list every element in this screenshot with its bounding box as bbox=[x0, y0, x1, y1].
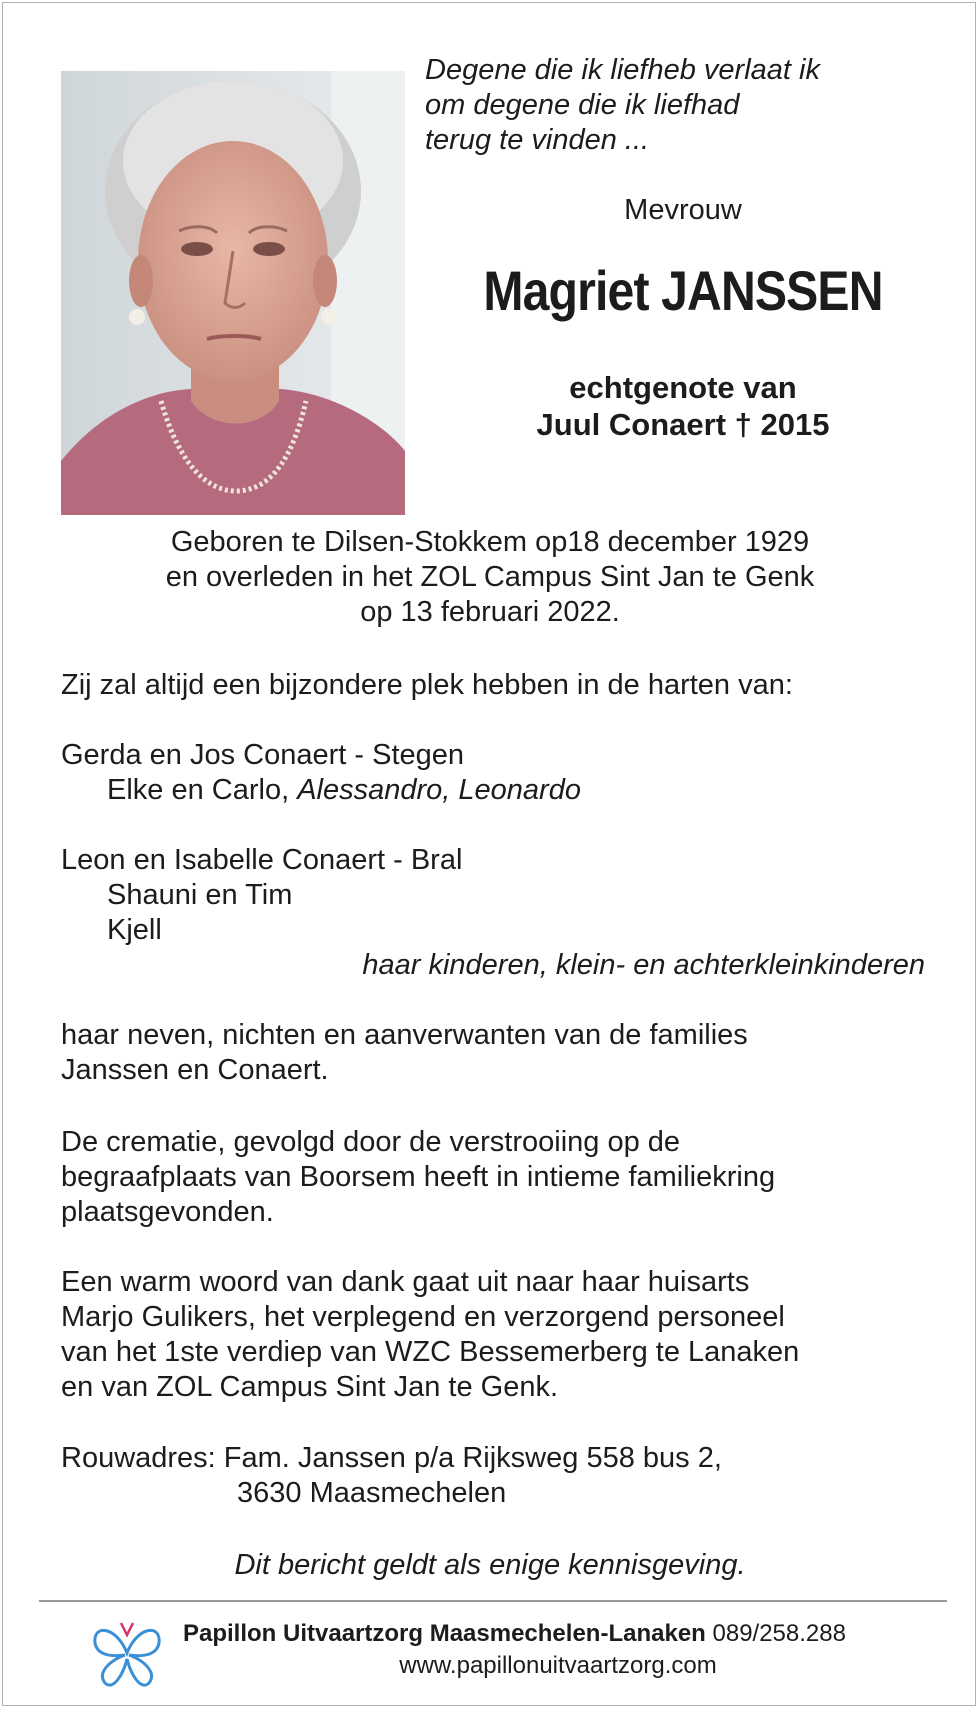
grandchildren-names: Alessandro, Leonardo bbox=[297, 774, 581, 806]
cremation-line: plaatsgevonden. bbox=[61, 1196, 274, 1228]
thanks-line: van het 1ste verdiep van WZC Bessemerberg te Lanaken bbox=[61, 1336, 800, 1368]
thanks-line: en van ZOL Campus Sint Jan te Genk. bbox=[61, 1371, 559, 1403]
quote-line: terug te vinden ... bbox=[425, 124, 650, 156]
children-names: Elke en Carlo, bbox=[107, 774, 290, 806]
family-summary: haar kinderen, klein- en achterkleinkinderen bbox=[362, 949, 925, 981]
spouse-name: Juul Conaert † 2015 bbox=[536, 407, 830, 442]
birth-line: Geboren te Dilsen-Stokkem op18 december 1929 bbox=[170, 526, 810, 558]
death-line: en overleden in het ZOL Campus Sint Jan te Genk bbox=[165, 561, 815, 593]
butterfly-logo-icon bbox=[87, 1613, 167, 1693]
family-parents: Gerda en Jos Conaert - Stegen bbox=[61, 739, 465, 771]
intro-text: Zij zal altijd een bijzondere plek hebben in de harten van: bbox=[61, 669, 793, 701]
portrait-photo bbox=[61, 71, 405, 515]
quote-line: om degene die ik liefhad bbox=[425, 89, 740, 121]
company-line bbox=[183, 1619, 846, 1649]
thanks-line: Marjo Gulikers, het verplegend en verzorgend personeel bbox=[61, 1301, 785, 1333]
company-website[interactable]: www.papillonuitvaartzorg.com bbox=[399, 1652, 717, 1679]
notice-text: Dit bericht geldt als enige kennisgeving. bbox=[234, 1549, 746, 1581]
address-city: 3630 Maasmechelen bbox=[237, 1477, 507, 1509]
family-parents: Leon en Isabelle Conaert - Bral bbox=[61, 844, 463, 876]
death-date: op 13 februari 2022. bbox=[360, 596, 620, 628]
spouse-line: echtgenote van bbox=[569, 370, 797, 405]
relatives-line: haar neven, nichten en aanverwanten van de families bbox=[61, 1019, 748, 1051]
address-line: Rouwadres: Fam. Janssen p/a Rijksweg 558 bus 2, bbox=[61, 1442, 722, 1474]
family-children bbox=[107, 773, 581, 807]
cremation-line: begraafplaats van Boorsem heeft in intieme familiekring bbox=[61, 1161, 776, 1193]
deceased-name: Magriet JANSSEN bbox=[483, 259, 883, 322]
family-children: Shauni en Tim bbox=[107, 879, 293, 911]
company-phone: 089/258.288 bbox=[712, 1620, 846, 1647]
company-name: Papillon Uitvaartzorg Maasmechelen-Lanaken bbox=[183, 1620, 706, 1647]
portrait-illustration bbox=[61, 71, 405, 515]
cremation-line: De crematie, gevolgd door de verstrooiing op de bbox=[61, 1126, 681, 1158]
relatives-line: Janssen en Conaert. bbox=[61, 1054, 329, 1086]
honorific: Mevrouw bbox=[624, 194, 742, 226]
quote-line: Degene die ik liefheb verlaat ik bbox=[425, 54, 820, 86]
footer-divider bbox=[39, 1600, 947, 1602]
thanks-line: Een warm woord van dank gaat uit naar haar huisarts bbox=[61, 1266, 750, 1298]
obituary-card bbox=[2, 2, 976, 1706]
family-children: Kjell bbox=[107, 914, 162, 946]
